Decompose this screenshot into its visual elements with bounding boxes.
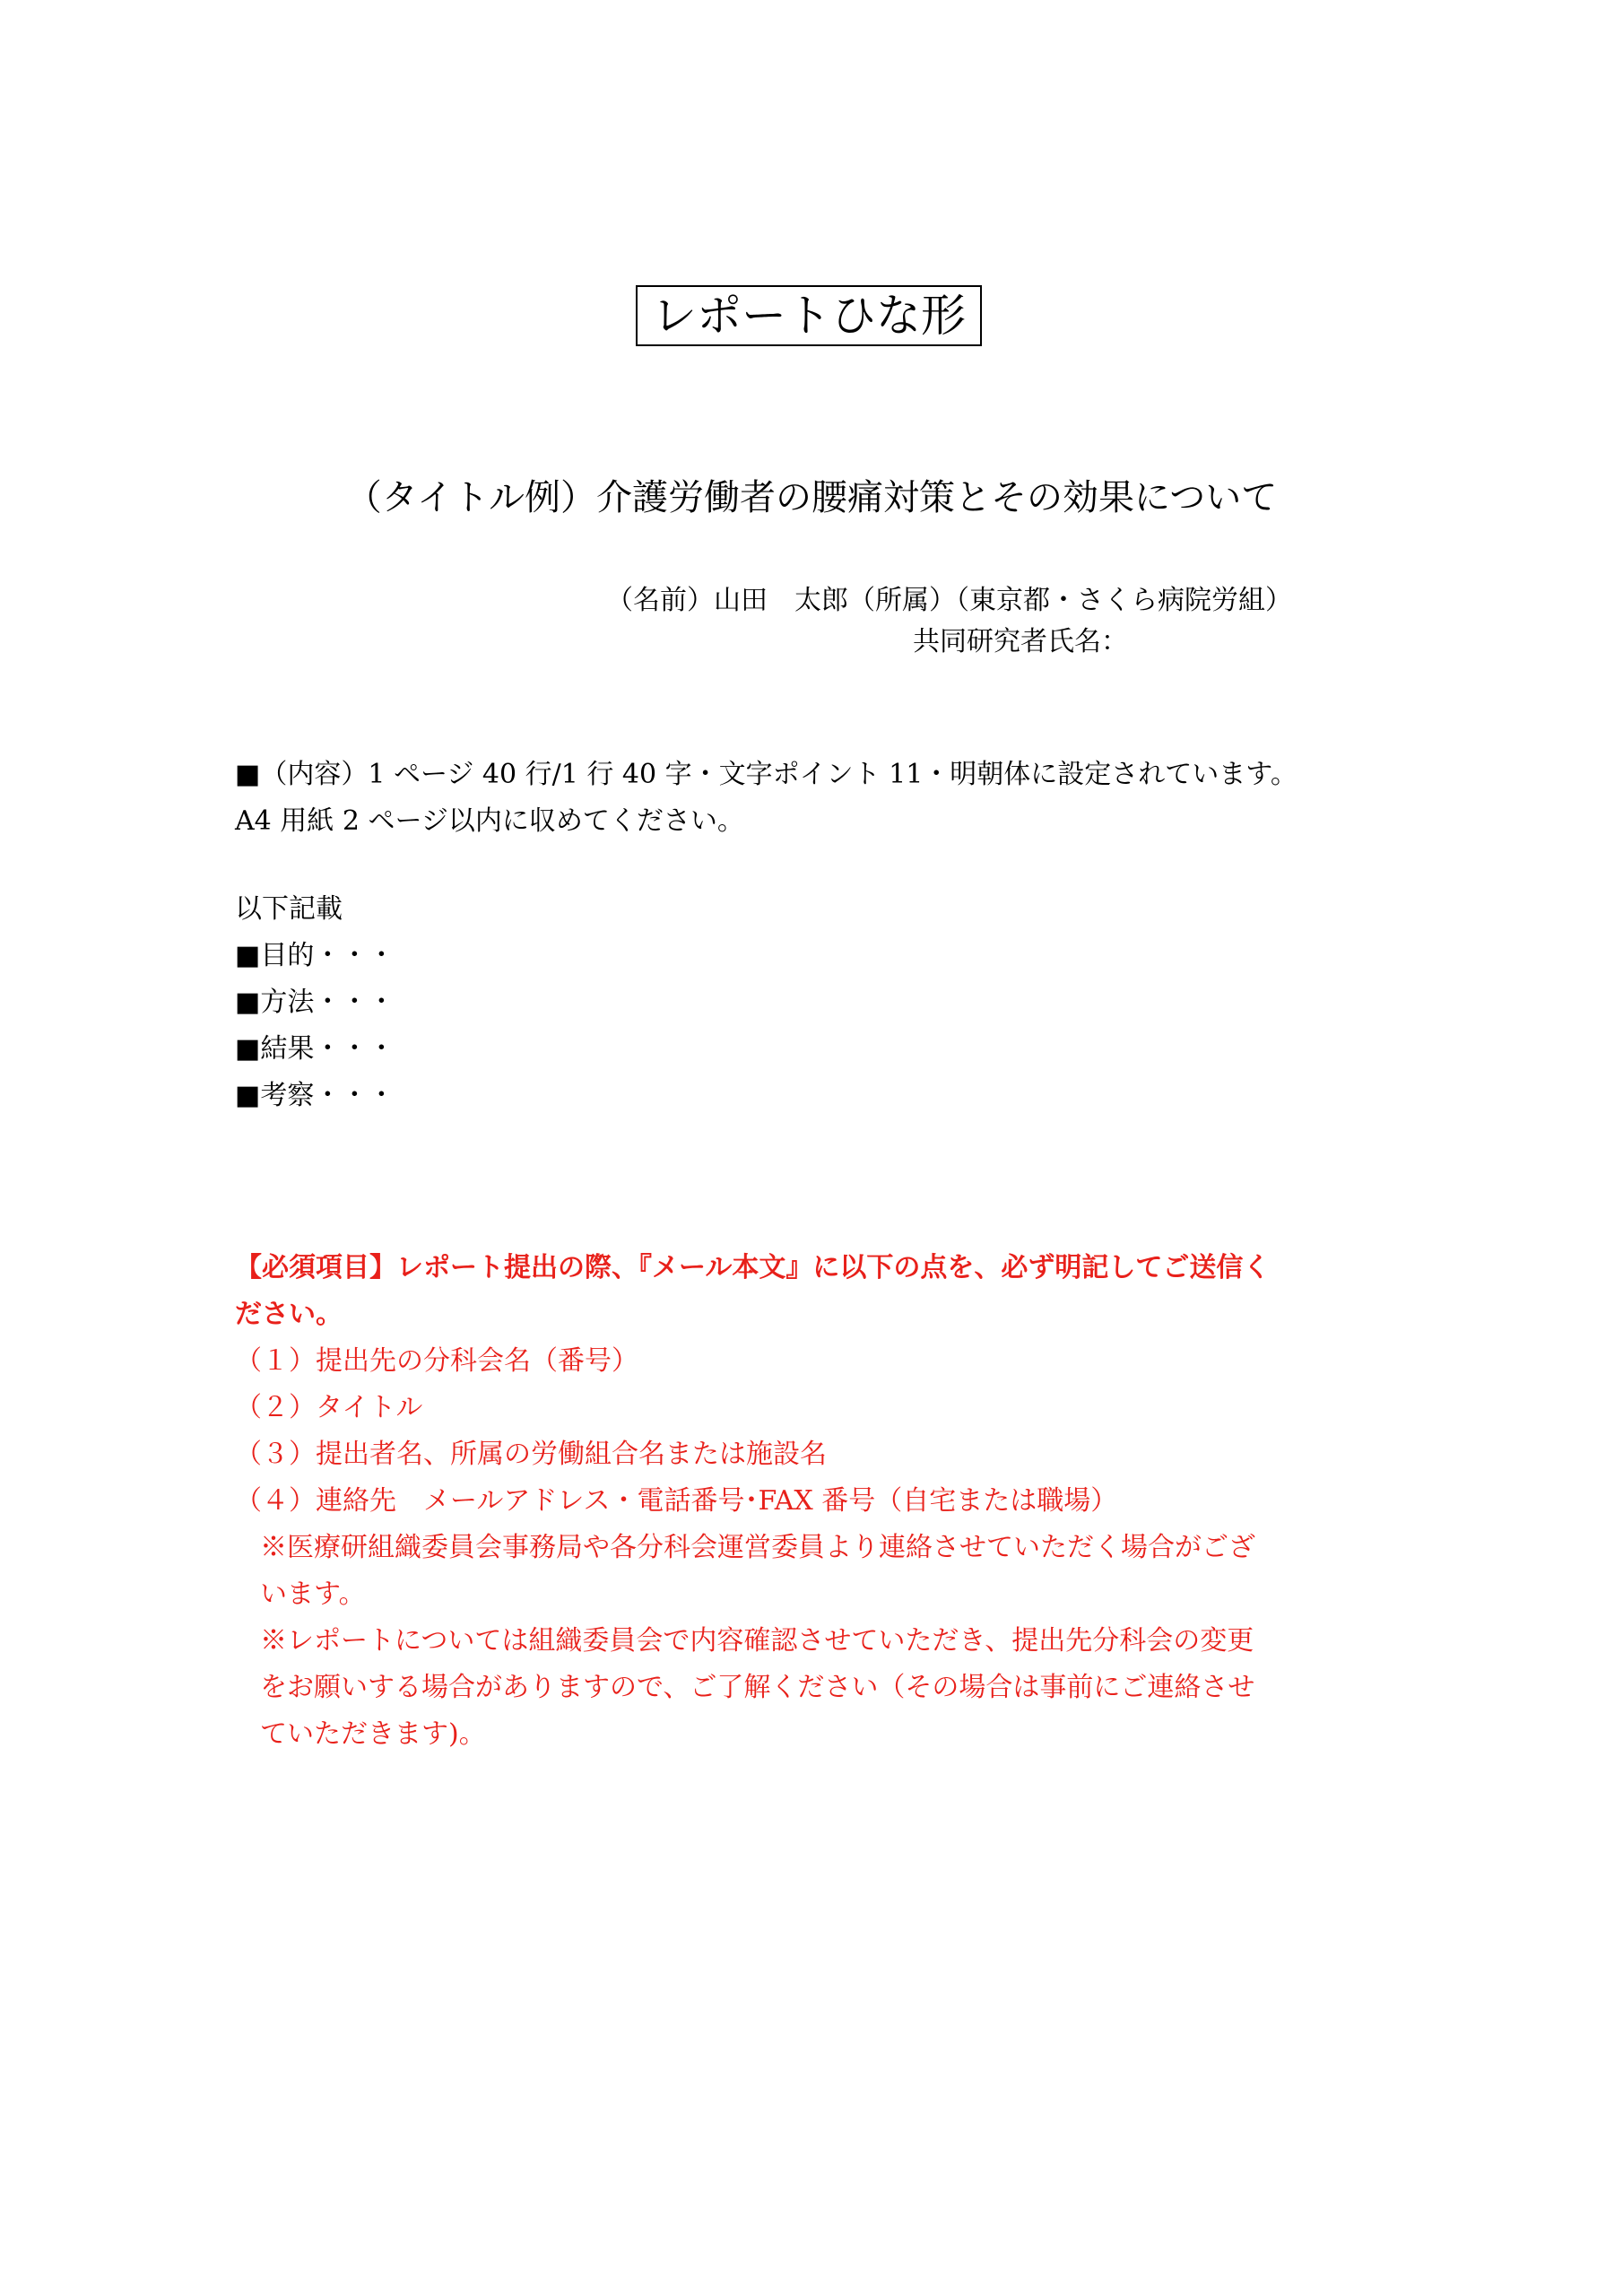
section-item-method: ■方法・・・: [235, 987, 395, 1018]
notice-remark: います。: [260, 1578, 366, 1610]
section-item-discussion: ■考察・・・: [235, 1080, 395, 1111]
notice-item: （２）タイトル: [235, 1392, 423, 1423]
section-intro: 以下記載: [235, 893, 343, 925]
author-line: （名前）山田 太郎（所属）（東京都・さくら病院労組）: [606, 585, 1292, 616]
notice-item: （３）提出者名、所属の労働組合名または施設名: [235, 1439, 827, 1470]
notice-remark: ※医療研組織委員会事務局や各分科会運営委員より連絡させていただく場合がござ: [260, 1532, 1255, 1563]
format-note: [235, 752, 1401, 845]
format-note-line: A4 用紙 2 ページ以内に収めてください。: [235, 805, 744, 837]
report-title: （タイトル例）介護労働者の腰痛対策とその効果について: [345, 477, 1278, 518]
notice-remark: ※レポートについては組織委員会で内容確認させていただき、提出先分科会の変更: [260, 1625, 1254, 1657]
notice-item: （４）連絡先 メールアドレス・電話番号･FAX 番号（自宅または職場）: [235, 1485, 1118, 1517]
notice-item: （１）提出先の分科会名（番号）: [235, 1345, 638, 1377]
notice-heading: 【必須項目】レポート提出の際、『メール本文』に以下の点を、必ず明記してご送信く: [235, 1252, 1271, 1283]
coauthor-line: 共同研究者氏名：: [913, 626, 1128, 657]
notice-remark: をお願いする場合がありますので、ご了解ください（その場合は事前にご連絡させ: [260, 1672, 1255, 1703]
section-list: [235, 886, 395, 1119]
notice-heading: ださい。: [235, 1299, 343, 1330]
section-item-result: ■結果・・・: [235, 1033, 395, 1065]
section-item-purpose: ■目的・・・: [235, 940, 395, 971]
page-heading: レポートひな形: [636, 285, 982, 346]
notice-remark: ていただきます)。: [260, 1718, 486, 1750]
required-notice: [235, 1245, 1401, 1758]
format-note-line: ■（内容）1 ページ 40 行/1 行 40 字・文字ポイント 11・明朝体に設定されています。: [235, 759, 1298, 790]
